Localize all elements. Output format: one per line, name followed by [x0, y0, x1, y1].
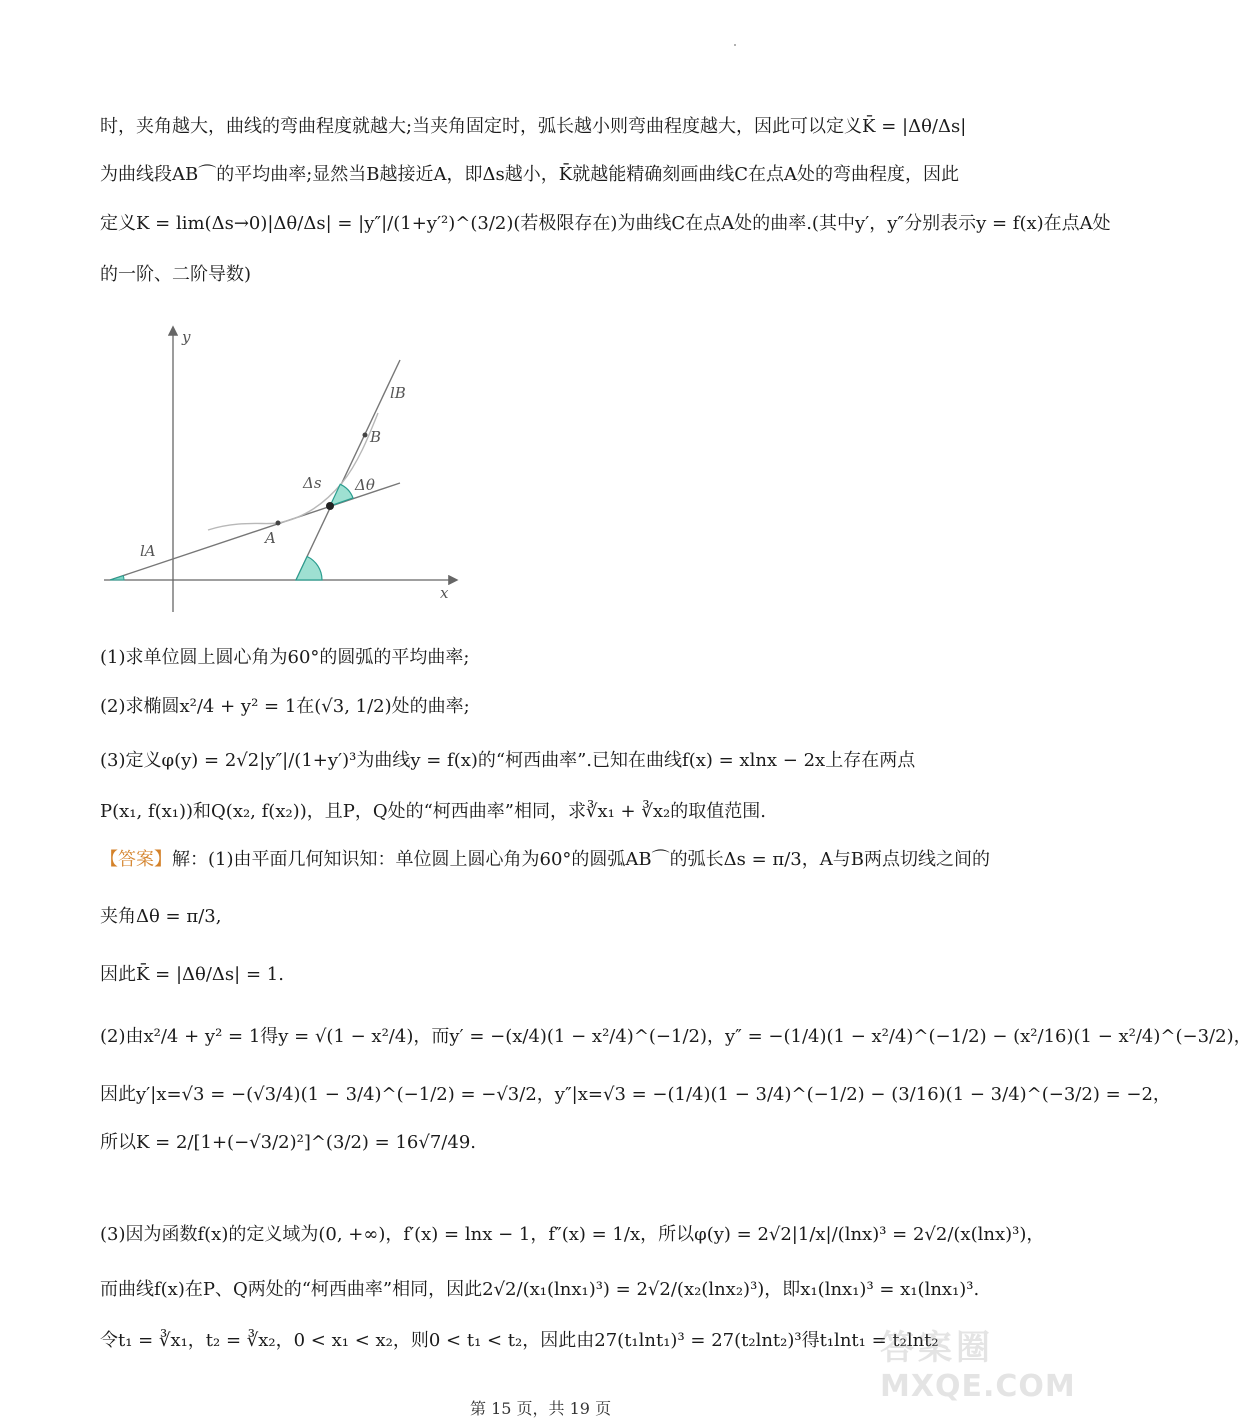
point-A	[276, 521, 281, 526]
watermark-logo	[880, 1320, 1076, 1410]
answer-line-8: 而曲线f(x)在P、Q两处的“柯西曲率”相同，因此2√2/(x₁(lnx₁)³) = 2√2/(x₂(lnx₂)³)，即x₁(lnx₁)³ = x₁(lnx₁)³.	[100, 1279, 980, 1300]
answer-line-6: 所以K = 2/[1+(−√3/2)²]^(3/2) = 16√7/49.	[100, 1132, 476, 1153]
answer-line-4: (2)由x²/4 + y² = 1得y = √(1 − x²/4)，而y′ = −(x/4)(1 − x²/4)^(−1/2)，y″ = −(1/4)(1 − x²/4)^(−1/2) − (x²/16)(1 − x²/4)^(−3/2)，	[100, 1026, 1252, 1047]
curvature-diagram	[100, 318, 470, 618]
label-B: B	[370, 428, 382, 446]
question-2: (2)求椭圆x²/4 + y² = 1在(√3, 1/2)处的曲率;	[100, 696, 470, 717]
label-delta-theta: Δθ	[355, 476, 375, 494]
label-lB: lB	[390, 384, 406, 402]
watermark-top-text: 答案圈	[880, 1328, 994, 1368]
y-axis-label: y	[182, 328, 191, 346]
paragraph-line-4: 的一阶、二阶导数)	[100, 264, 252, 285]
label-A: A	[265, 529, 276, 547]
curve-C	[208, 413, 378, 530]
answer-line-1	[100, 847, 990, 873]
question-3-line-1: (3)定义φ(y) = 2√2|y″|/(1+y′)³为曲线y = f(x)的“柯西曲率”.已知在曲线f(x) = xlnx − 2x上存在两点	[100, 750, 916, 771]
label-delta-s: Δs	[303, 474, 322, 492]
label-lA: lA	[140, 542, 156, 560]
question-3-line-2: P(x₁, f(x₁))和Q(x₂, f(x₂))，且P，Q处的“柯西曲率”相同，求∛x₁ + ∛x₂的取值范围.	[100, 801, 766, 822]
curvature-figure	[100, 318, 470, 618]
watermark-bottom-text: MXQE.COM	[880, 1369, 1076, 1404]
paragraph-line-1: 时，夹角越大，曲线的弯曲程度就越大;当夹角固定时，弧长越小则弯曲程度越大，因此可以定义K̄ = |Δθ/Δs|	[100, 116, 967, 137]
answer-line-3: 因此K̄ = |Δθ/Δs| = 1.	[100, 964, 284, 985]
answer-line-2: 夹角Δθ = π/3,	[100, 906, 222, 927]
angle-wedge-bottom	[296, 557, 322, 581]
point-B	[363, 433, 368, 438]
intersection-point	[326, 502, 334, 510]
answer-line-9: 令t₁ = ∛x₁，t₂ = ∛x₂，0 < x₁ < x₂，则0 < t₁ < t₂，因此由27(t₁lnt₁)³ = 27(t₂lnt₂)³得t₁lnt₁ = t₂lnt₂	[100, 1330, 939, 1351]
page-speck	[734, 44, 736, 46]
page-footer: 第 15 页，共 19 页	[470, 1399, 612, 1418]
answer-tag: 【答案】	[100, 849, 172, 870]
tangent-line-lB	[296, 360, 400, 580]
answer-line-5: 因此y′|x=√3 = −(√3/4)(1 − 3/4)^(−1/2) = −√3/2，y″|x=√3 = −(1/4)(1 − 3/4)^(−1/2) − (3/16)(1 − 3/4)^(−3/2) = −2，	[100, 1084, 1171, 1105]
answer-line-7: (3)因为函数f(x)的定义域为(0, +∞)，f′(x) = lnx − 1，f″(x) = 1/x，所以φ(y) = 2√2|1/x|/(lnx)³ = 2√2/(x(lnx)³)，	[100, 1224, 1045, 1245]
tangent-line-lA	[110, 483, 400, 580]
angle-wedge-A	[110, 576, 124, 580]
paragraph-line-3: 定义K = lim(Δs→0)|Δθ/Δs| = |y″|/(1+y′²)^(3/2)(若极限存在)为曲线C在点A处的曲率.(其中y′，y″分别表示y = f(x)在点A处	[100, 213, 1111, 234]
x-axis-label: x	[440, 584, 449, 602]
paragraph-line-2: 为曲线段AB⌒的平均曲率;显然当B越接近A，即Δs越小，K̄就越能精确刻画曲线C在点A处的弯曲程度，因此	[100, 164, 959, 185]
answer-text-1: 解：(1)由平面几何知识知：单位圆上圆心角为60°的圆弧AB⌒的弧长Δs = π/3，A与B两点切线之间的	[172, 849, 990, 870]
question-1: (1)求单位圆上圆心角为60°的圆弧的平均曲率;	[100, 647, 470, 668]
